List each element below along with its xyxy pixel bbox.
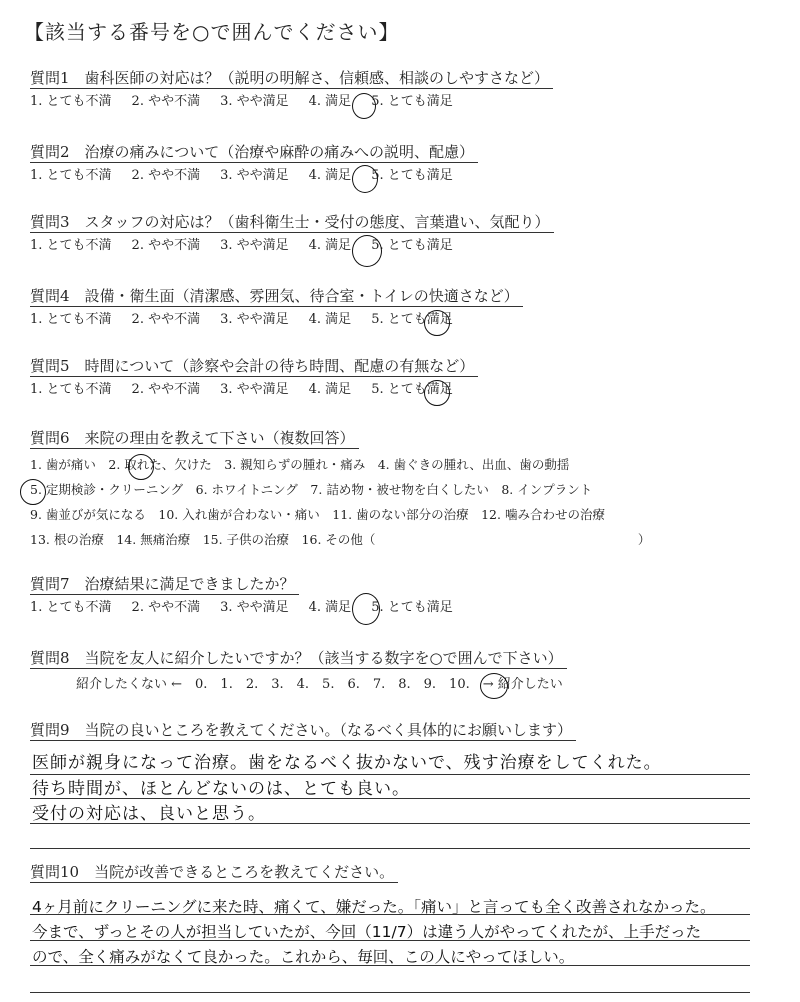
question-8-title: 質問8 当院を友人に紹介したいですか？（該当する数字を○で囲んで下さい） (30, 648, 567, 669)
option[interactable]: 1. とても不満 (30, 382, 112, 397)
option-selected[interactable]: 4. 満足 (308, 600, 352, 615)
option[interactable]: 1. とても不満 (30, 168, 112, 183)
option[interactable]: 3. やや満足 (220, 600, 289, 615)
handwritten-answer: 受付の対応は、良いと思う。 (32, 804, 266, 824)
option[interactable]: 2. やや不満 (131, 168, 201, 183)
question-5-title: 質問5 時間について（診察や会計の待ち時間、配慮の有無など） (30, 356, 478, 377)
option[interactable]: 3. やや満足 (220, 168, 289, 183)
question-3-title: 質問3 スタッフの対応は？（歯科衛生士・受付の態度、言葉遣い、気配り） (30, 212, 554, 233)
option[interactable]: 4. 満足 (308, 382, 352, 397)
handwritten-answer: 医師が親身になって治療。歯をなるべく抜かないで、残す治療をしてくれた。 (32, 753, 662, 773)
question-9 (30, 720, 576, 741)
question-8 (30, 648, 567, 695)
options-row[interactable]: 1. 歯が痛い 2. 取れた、欠けた 3. 親知らずの腫れ・痛み 4. 歯ぐきの腫れ、出血、歯の動揺 (30, 457, 570, 472)
question-1 (30, 68, 553, 112)
question-7-title: 質問7 治療結果に満足できましたか？ (30, 574, 299, 595)
answer-line (30, 848, 750, 849)
option[interactable]: 3. やや満足 (220, 238, 289, 253)
option[interactable]: 5. とても満足 (371, 168, 453, 183)
question-3 (30, 212, 554, 256)
question-10 (30, 862, 398, 883)
option[interactable]: 1. とても不満 (30, 94, 112, 109)
handwritten-answer: 4ヶ月前にクリーニングに来た時、痛くて、嫌だった。「痛い」と言っても全く改善されなかった。 (32, 898, 716, 916)
option[interactable]: 5. とても満足 (371, 94, 453, 109)
option-selected[interactable]: 5. とても満足 (371, 312, 453, 327)
question-2-title: 質問2 治療の痛みについて（治療や麻酔の痛みへの説明、配慮） (30, 142, 478, 163)
question-9-title: 質問9 当院の良いところを教えてください。（なるべく具体的にお願いします） (30, 720, 576, 741)
question-3-options (30, 236, 554, 256)
question-1-options (30, 92, 553, 112)
question-10-title: 質問10 当院が改善できるところを教えてください。 (30, 862, 398, 883)
question-6-title: 質問6 来院の理由を教えて下さい（複数回答） (30, 428, 359, 449)
option-selected[interactable]: 4. 満足 (308, 168, 352, 183)
option[interactable]: 3. やや満足 (220, 312, 289, 327)
question-6 (30, 428, 650, 552)
question-1-title: 質問1 歯科医師の対応は？（説明の明解さ、信頼感、相談のしやすさなど） (30, 68, 553, 89)
option[interactable]: 1. とても不満 (30, 312, 112, 327)
option[interactable]: 2. やや不満 (131, 312, 201, 327)
option[interactable]: 5. とても満足 (371, 600, 453, 615)
handwritten-answer: 今まで、ずっとその人が担当していたが、今回（11/7）は違う人がやってくれたが、上手だった (32, 923, 702, 941)
option[interactable]: 2. やや不満 (131, 238, 201, 253)
options-row[interactable]: 13. 根の治療 14. 無痛治療 15. 子供の治療 16. その他（ ） (30, 532, 651, 547)
option[interactable]: 3. やや満足 (220, 382, 289, 397)
answer-line (30, 992, 750, 993)
option[interactable]: 5. とても満足 (371, 238, 453, 253)
option[interactable]: 4. 満足 (308, 312, 352, 327)
question-7-options (30, 598, 473, 618)
question-4-title: 質問4 設備・衛生面（清潔感、雰囲気、待合室・トイレの快適さなど） (30, 286, 523, 307)
option[interactable]: 3. やや満足 (220, 94, 289, 109)
option-selected[interactable]: 5. とても満足 (371, 382, 453, 397)
option[interactable]: 2. やや不満 (131, 94, 201, 109)
option[interactable]: 2. やや不満 (131, 600, 201, 615)
option-selected[interactable]: 4. 満足 (308, 94, 352, 109)
question-2-options (30, 166, 478, 186)
option[interactable]: 1. とても不満 (30, 600, 112, 615)
question-7 (30, 574, 473, 618)
question-4-options (30, 310, 523, 330)
option[interactable]: 1. とても不満 (30, 238, 112, 253)
handwritten-answer: 待ち時間が、ほとんどないのは、とても良い。 (32, 779, 410, 799)
options-row[interactable]: 9. 歯並びが気になる 10. 入れ歯が合わない・痛い 11. 歯のない部分の治療 12. 噛み合わせの治療 (30, 507, 605, 522)
question-6-options (30, 452, 650, 552)
page-title: 【該当する番号を○で囲んでください】 (24, 20, 400, 44)
question-8-scale[interactable]: 紹介したくない ← 0. 1. 2. 3. 4. 5. 6. 7. 8. 9. 10. → 紹介したい (76, 677, 563, 692)
options-row[interactable]: 5. 定期検診・クリーニング 6. ホワイトニング 7. 詰め物・被せ物を白くしたい 8. インプラント (30, 482, 593, 497)
question-4 (30, 286, 523, 330)
option-selected[interactable]: 4. 満足 (308, 238, 352, 253)
question-5 (30, 356, 478, 400)
option[interactable]: 2. やや不満 (131, 382, 201, 397)
question-2 (30, 142, 478, 186)
question-5-options (30, 380, 478, 400)
handwritten-answer: ので、全く痛みがなくて良かった。これから、毎回、この人にやってほしい。 (32, 948, 575, 966)
